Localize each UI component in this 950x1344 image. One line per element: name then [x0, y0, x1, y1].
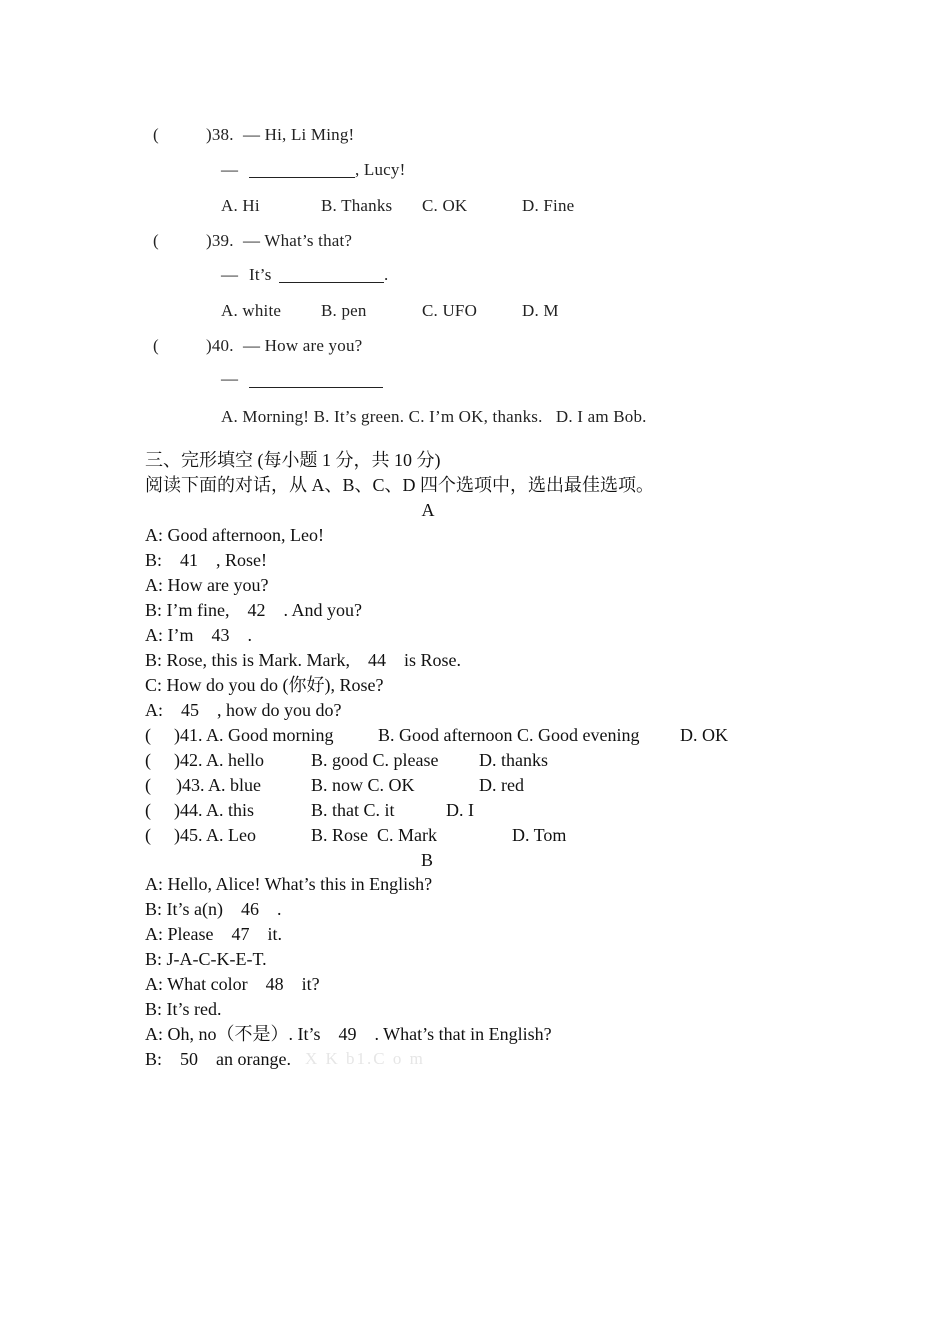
choice-a: )41. A. Good morning	[174, 725, 334, 745]
question-prompt: — How are you?	[243, 336, 363, 355]
option-c: C. UFO	[422, 301, 478, 320]
dialogue-line: A: Oh, no（不是）. It’s 49 . What’s that in English?	[145, 1024, 552, 1044]
dialogue-line: A: I’m 43 .	[145, 625, 252, 645]
dialogue-line: B: 50 an orange.	[145, 1049, 291, 1069]
choice-d: D. red	[479, 775, 524, 795]
options-line: A. Morning! B. It’s green. C. I’m OK, thanks. D. I am Bob.	[221, 407, 647, 426]
dialogue-line: A: Hello, Alice! What’s this in English?	[145, 874, 433, 894]
dialogue-line: A: What color 48 it?	[145, 974, 320, 994]
choice-bc: B. Good afternoon C. Good evening	[378, 725, 640, 745]
answer-suffix: , Lucy!	[355, 160, 406, 179]
choice-a: )42. A. hello	[174, 750, 264, 770]
question-prompt: — What’s that?	[243, 231, 353, 250]
watermark: X K b1.C o m	[305, 1049, 425, 1068]
answer-blank	[249, 163, 355, 178]
dialogue-line: B: It’s red.	[145, 999, 222, 1019]
option-c: C. OK	[422, 196, 468, 215]
answer-paren: (	[145, 725, 151, 745]
answer-paren: (	[153, 336, 159, 355]
dialogue-line: B: 41 , Rose!	[145, 550, 268, 570]
answer-blank	[249, 373, 383, 388]
answer-dash: —	[221, 265, 239, 284]
dialogue-line: B: Rose, this is Mark. Mark, 44 is Rose.	[145, 650, 462, 670]
dialogue-line: C: How do you do (你好), Rose?	[145, 675, 384, 695]
choice-d: D. thanks	[479, 750, 548, 770]
option-d: D. M	[522, 301, 559, 320]
choice-bc: B. that C. it	[311, 800, 395, 820]
choice-a: )43. A. blue	[176, 775, 261, 795]
option-b: B. Thanks	[321, 196, 393, 215]
dialogue-line: A: Good afternoon, Leo!	[145, 525, 324, 545]
answer-paren: (	[153, 125, 159, 144]
answer-blank	[279, 268, 384, 283]
passage-a-label: A	[421, 500, 435, 520]
dialogue-line: A: How are you?	[145, 575, 269, 595]
choice-a: )44. A. this	[174, 800, 255, 820]
answer-paren: (	[145, 825, 151, 845]
dialogue-line: B: It’s a(n) 46 .	[145, 899, 282, 919]
section-instruction: 阅读下面的对话，从 A、B、C、D 四个选项中，选出最佳选项。	[145, 475, 655, 495]
dialogue-line: A: 45 , how do you do?	[145, 700, 342, 720]
option-d: D. Fine	[522, 196, 575, 215]
choice-d: D. I	[446, 800, 474, 820]
answer-dash: —	[221, 160, 239, 179]
choice-bc: B. now C. OK	[311, 775, 415, 795]
answer-paren: (	[153, 231, 159, 250]
choice-d: D. Tom	[512, 825, 567, 845]
choice-d: D. OK	[680, 725, 728, 745]
choice-bc: B. good C. please	[311, 750, 439, 770]
passage-b-label: B	[420, 850, 433, 870]
dialogue-line: B: I’m fine, 42 . And you?	[145, 600, 362, 620]
answer-paren: (	[145, 750, 151, 770]
option-a: A. white	[221, 301, 282, 320]
choice-a: )45. A. Leo	[174, 825, 256, 845]
answer-suffix: .	[384, 265, 389, 284]
dialogue-line: B: J-A-C-K-E-T.	[145, 949, 267, 969]
question-number: )40.	[206, 336, 234, 355]
question-prompt: — Hi, Li Ming!	[243, 125, 355, 144]
answer-paren: (	[145, 800, 151, 820]
question-number: )39.	[206, 231, 234, 250]
question-number: )38.	[206, 125, 234, 144]
answer-paren: (	[145, 775, 151, 795]
dialogue-line: A: Please 47 it.	[145, 924, 282, 944]
choice-bc: B. Rose C. Mark	[311, 825, 437, 845]
section-heading: 三、完形填空 (每小题 1 分，共 10 分)	[145, 450, 441, 470]
option-b: B. pen	[321, 301, 367, 320]
answer-dash: —	[221, 369, 239, 388]
answer-prefix: It’s	[249, 265, 272, 284]
option-a: A. Hi	[221, 196, 260, 215]
